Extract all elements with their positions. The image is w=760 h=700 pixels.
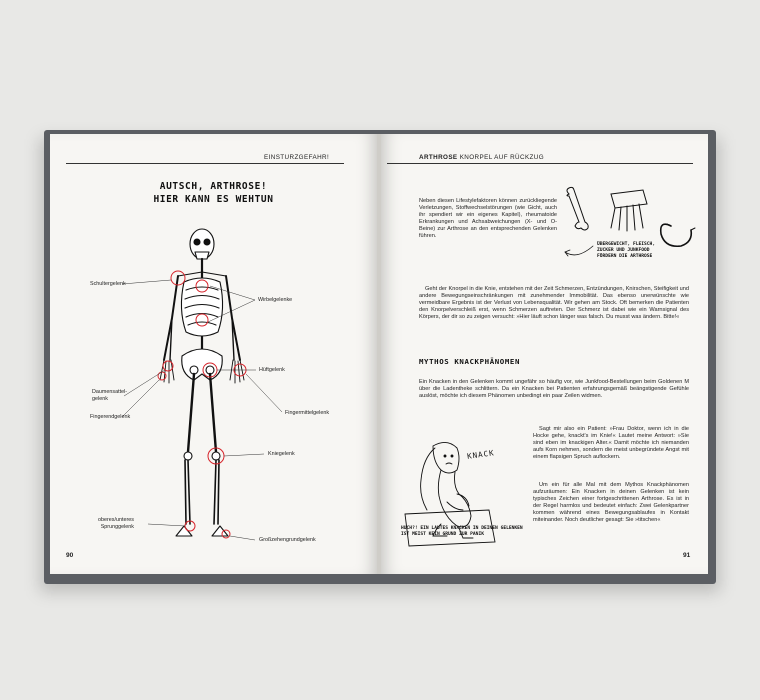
knack-sound-word: KNACK bbox=[466, 448, 496, 461]
right-header-rule bbox=[387, 163, 693, 164]
paragraph-1 bbox=[419, 198, 557, 241]
label-ankle bbox=[98, 517, 134, 530]
right-page-number: 91 bbox=[683, 552, 691, 559]
label-spine: Wirbelgelenke bbox=[258, 297, 293, 303]
label-finger-end: Fingerendgelenk bbox=[90, 414, 131, 420]
paragraph-3 bbox=[419, 379, 689, 400]
bone-icon bbox=[567, 187, 588, 230]
skeleton-illustration bbox=[50, 134, 377, 574]
right-page bbox=[381, 134, 708, 574]
left-page bbox=[50, 134, 377, 574]
running-head-rest: KNORPEL AUF RÜCKZUG bbox=[459, 154, 545, 161]
paragraph-5-text: Um ein für alle Mal mit dem Mythos Knackphänomen aufzuräumen: Ein Knacken in deinen Gelenken ist kein typisches Zeichen einer fortgeschrittenen Arthrose. Es ist in der Regel harmlos und bedeutet einfach: Zwei Gelenkpartner kommen während eines Bewegungsablaufes in Kontakt miteinander. Noch deutlicher gesagt: Sie »titschen« bbox=[533, 482, 689, 524]
paragraph-2 bbox=[419, 286, 689, 321]
running-head-bold: ARTHROSE bbox=[419, 154, 458, 161]
label-shoulder: Schultergelenk bbox=[90, 281, 126, 287]
label-finger-middle: Fingermittelgelenk bbox=[285, 410, 330, 416]
food-caption: ÜBERGEWICHT, FLEISCH, ZUCKER UND JUNKFOOD FÖRDERN DIE ARTHROSE bbox=[597, 242, 656, 259]
paragraph-1-text: Neben diesen Lifestylefaktoren können zurückliegende Verletzungen, Stoffwechselstörungen (wie Gicht, auch ihr spendiert wir ein eigenes Kapitel), rheumatoide Erkrankungen und Achsabweichungen (X- und O-Beine) zur Arthrose an den entsprechenden Gelenken führen. bbox=[419, 198, 557, 240]
fries-bag-icon bbox=[611, 190, 647, 208]
paragraph-4 bbox=[533, 426, 689, 461]
paragraph-3-text: Ein Knacken in den Gelenken kommt ungefähr so häufig vor, wie Junkfood-Bestellungen beim Goldenen M über die Ladentheke schlittern. Da ein Knacken bei Patienten erfahrungsgemäß beängstigende Gefühle auslöst, möchte ich diesem Phänomen unbedingt ein paar Zeilen widmen. bbox=[419, 379, 689, 400]
title-line-1: AUTSCH, ARTHROSE! bbox=[159, 181, 268, 192]
label-ankle-1: oberes/unteres bbox=[98, 517, 134, 523]
left-running-head: EINSTURZGEFAHR! bbox=[264, 154, 330, 161]
left-page-number: 90 bbox=[66, 552, 74, 559]
paragraph-4-text: Sagt mir also ein Patient: »Frau Doktor, wenn ich in die Hocke gehe, knackt's im Knie!« Lautet meine Antwort: »Sie sind eben im knackigen Alter.« Damit möchte ich niemanden aufs Korn nehmen, sondern die meist unbegründete Angst mit einem flapsigen Spruch auflockern. bbox=[533, 426, 689, 461]
paragraph-5 bbox=[533, 482, 689, 525]
label-thumb bbox=[92, 389, 127, 402]
label-thumb-1: Daumensattel- bbox=[92, 389, 128, 395]
section-heading: MYTHOS KNACKPHÄNOMEN bbox=[419, 357, 520, 366]
label-thumb-2: gelenk bbox=[92, 395, 108, 402]
label-knee: Kniegelenk bbox=[268, 451, 295, 457]
label-hip: Hüftgelenk bbox=[259, 367, 285, 373]
title-line-2: HIER KANN ES WEHTUN bbox=[153, 194, 274, 205]
paragraph-2-text: Geht der Knorpel in die Knie, entstehen mit der Zeit Schmerzen, Entzündungen, Knirschen, Steifigkeit und andere Bewegungseinschränkungen mit zunehmender Immobilität. Das ebenso unerwünschte wie vermeidbare Ergebnis ist der Verlust von Lebensqualität. Wir gehen am Stock. Oft bemerken die Patienten den Knorpelverschleiß erst, wenn Schmerzen auftreten. Der Schmerz ist dabei wie ein Warnsignal des Körpers, der dir so zu zeigen versucht: »Hier läuft schon länger was falsch. Du musst was ändern. Bitte!« bbox=[419, 286, 689, 321]
squat-caption: HUCH?! EIN LAUTES KNACKEN IN DEINEN GELENKEN IST MEIST KEIN GRUND ZUR PANIK bbox=[401, 526, 523, 537]
label-ankle-2: Sprunggelenk bbox=[100, 523, 134, 530]
figure-head bbox=[433, 442, 459, 473]
right-running-head bbox=[419, 154, 544, 161]
label-big-toe: Großzehengrundgelenk bbox=[259, 537, 316, 543]
